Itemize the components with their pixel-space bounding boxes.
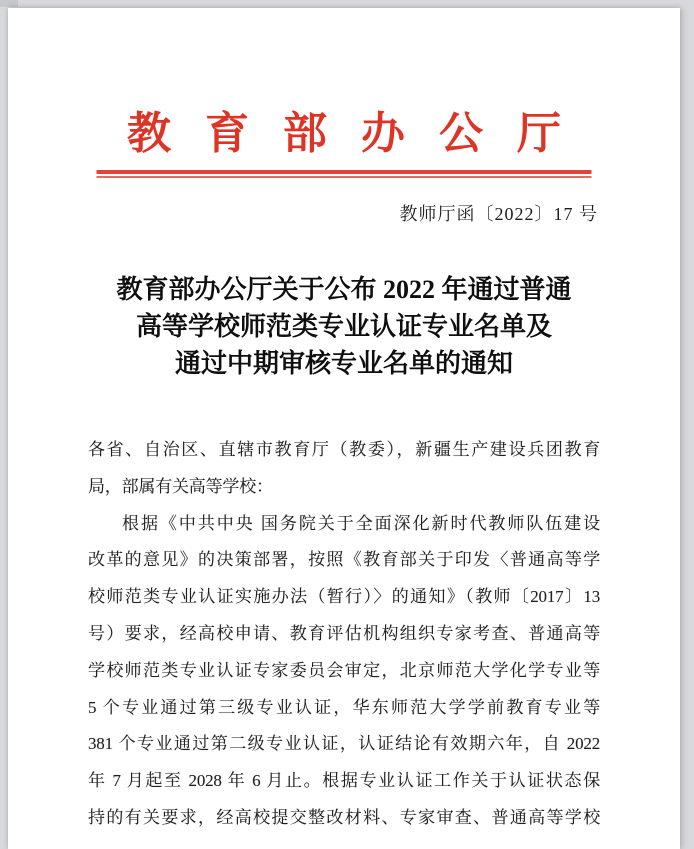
document-page <box>8 8 680 849</box>
body-line: 年 7 月起至 2028 年 6 月止。根据专业认证工作关于认证状态保 <box>88 771 600 791</box>
agency-header: 教育部办公厅 <box>127 109 595 158</box>
body-line: 学校师范类专业认证专家委员会审定，北京师范大学化学专业等 <box>88 660 600 680</box>
body-line: 改革的意见》的决策部署，按照《教育部关于印发〈普通高等学 <box>88 550 600 570</box>
document-number: 教师厅函〔2022〕17 号 <box>399 204 598 224</box>
document-body <box>88 432 600 837</box>
red-header-divider <box>97 170 592 178</box>
body-line: 各省、自治区、直辖市教育厅（教委），新疆生产建设兵团教育 <box>88 440 600 459</box>
body-line: 381 个专业通过第二级专业认证，认证结论有效期六年，自 2022 <box>88 734 600 754</box>
viewer-corner-shade <box>0 0 18 7</box>
body-line: 持的有关要求，经高校提交整改材料、专家审查、普通高等学校 <box>88 807 600 827</box>
body-line: 局，部属有关高等学校： <box>88 476 273 496</box>
document-title <box>48 271 640 382</box>
body-line: 号）要求，经高校申请、教育评估机构组织专家考查、普通高等 <box>88 623 600 643</box>
title-line: 高等学校师范类专业认证专业名单及 <box>135 312 552 341</box>
title-line: 教育部办公厅关于公布 2022 年通过普通 <box>116 275 572 304</box>
body-line: 5 个专业通过第三级专业认证，华东师范大学学前教育专业等 <box>88 697 600 717</box>
title-line: 通过中期审核专业名单的通知 <box>174 349 513 378</box>
body-line: 校师范类专业认证实施办法（暂行）〉的通知》（教师〔2017〕13 <box>88 587 600 607</box>
body-line: 根据《中共中央 国务院关于全面深化新时代教师队伍建设 <box>122 513 600 533</box>
divider-thin-line <box>97 176 592 178</box>
